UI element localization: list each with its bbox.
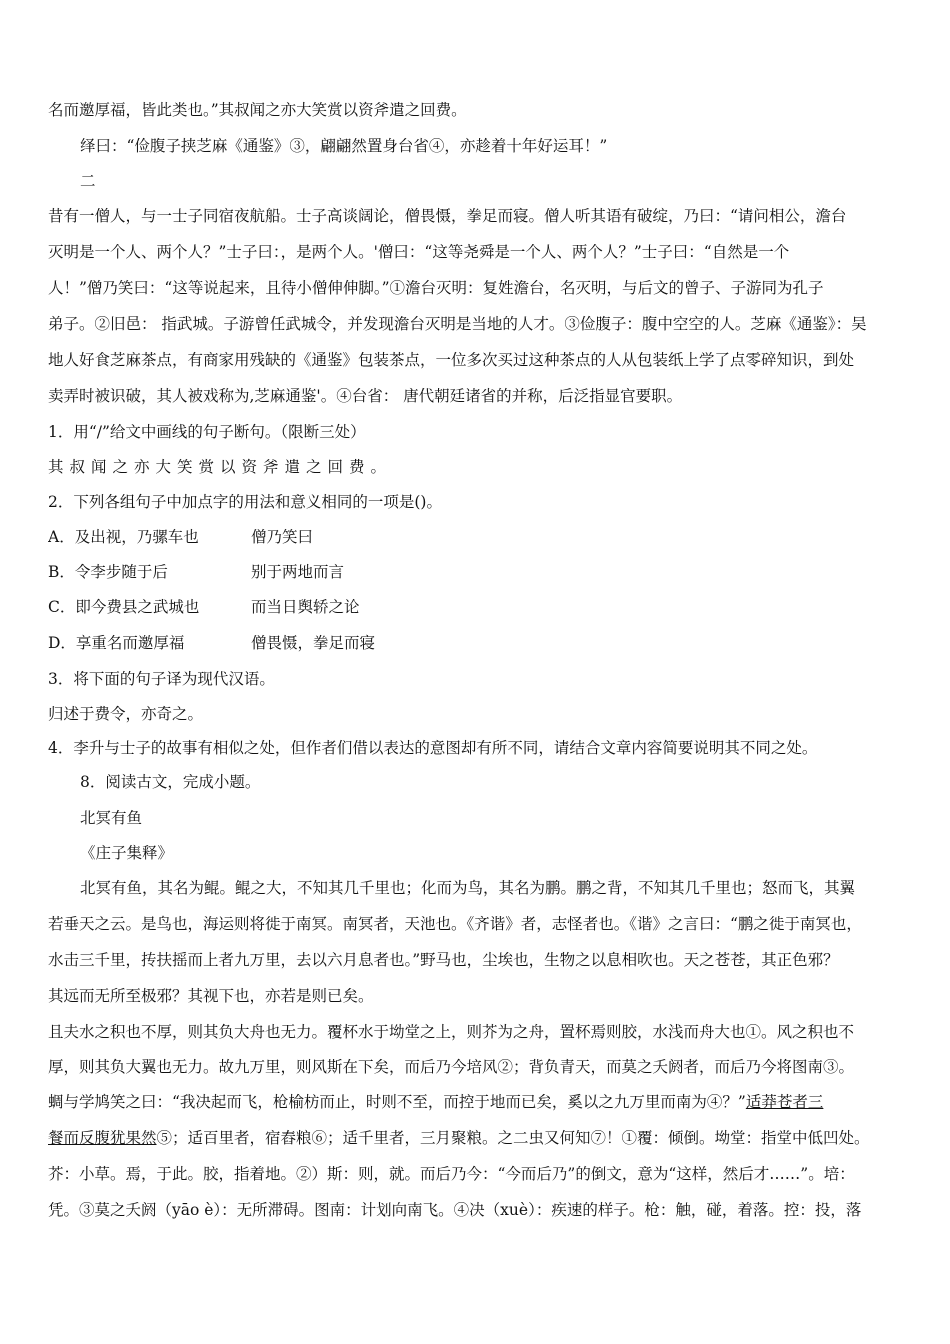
option-d (48, 633, 908, 653)
reading-prompt: 8．阅读古文，完成小题。 (80, 773, 261, 791)
text-segment: ⑤；适百里者，宿舂粮⑥；适千里者，三月聚粮。之二虫又何知⑦！①覆：倾倒。坳堂：指堂中低凹处。 (156, 1129, 870, 1147)
question-2: 2．下列各组句子中加点字的用法和意义相同的一项是()。 (48, 493, 442, 511)
text-line: 芥：小草。焉，于此。胶，指着地。②）斯：则，就。而后乃今：“今而后乃”的倒文，意为“这样，然后才……”。培： (48, 1165, 855, 1183)
option-b (48, 562, 908, 582)
text-line (48, 1128, 908, 1148)
underlined-sentence-cont: 餐而反腹犹果然 (48, 1129, 157, 1147)
question-1-sentence: 其叔闻之亦大笑赏以资斧遣之回费。 (48, 458, 393, 476)
text-segment: 蜩与学鸠笑之曰：“我决起而飞，枪榆枋而止，时则不至，而控于地而已矣，奚以之九万里而南为④？” (48, 1093, 746, 1111)
text-line: 厚，则其负大翼也无力。故九万里，则风斯在下矣，而后乃今培风②；背负青天，而莫之夭阏者，而后乃今将图南③。 (48, 1058, 855, 1076)
question-3-sentence: 归述于费令，亦奇之。 (48, 705, 204, 723)
text-line: 水击三千里，抟扶摇而上者九万里，去以六月息者也。”野马也，尘埃也，生物之以息相吹也。天之苍苍，其正色邪？ (48, 951, 839, 969)
option-b-left: B．令李步随于后 (48, 563, 168, 581)
option-b-right: 别于两地而言 (251, 563, 345, 581)
text-line: 人！”僧乃笑曰：“这等说起来，且待小僧伸伸脚。”①澹台灭明：复姓澹台，名灭明，与后文的曾子、子游同为孔子 (48, 279, 824, 297)
passage-source: 《庄子集释》 (80, 844, 174, 862)
text-line: 卖弄时被识破，其人被戏称为,芝麻通鉴'。④台省： 唐代朝廷诸省的并称，后泛指显官要职。 (48, 387, 683, 405)
text-line (48, 1092, 908, 1112)
text-line: 弟子。②旧邑： 指武城。子游曾任武城令，并发现澹台灭明是当地的人才。③俭腹子：腹中空空的人。芝麻《通鉴》：吴 (48, 315, 867, 333)
text-line: 若垂天之云。是鸟也，海运则将徙于南冥。南冥者，天池也。《齐谐》者，志怪者也。《谐》之言曰：“鹏之徙于南冥也， (48, 915, 862, 933)
option-a (48, 527, 908, 547)
option-c-right: 而当日舆轿之论 (251, 598, 360, 616)
text-line: 昔有一僧人，与一士子同宿夜航船。士子高谈阔论，僧畏慑，拳足而寝。僧人听其语有破绽，乃曰：“请问相公，澹台 (48, 207, 847, 225)
option-a-right: 僧乃笑曰 (251, 528, 314, 546)
text-line: 北冥有鱼，其名为鲲。鲲之大，不知其几千里也；化而为鸟，其名为鹏。鹏之背，不知其几千里也；怒而飞，其翼 (80, 879, 856, 897)
text-line: 绎曰：“俭腹子挟芝麻《通鉴》③，翩翩然置身台省④，亦趁着十年好运耳！” (80, 137, 608, 155)
text-line: 地人好食芝麻茶点，有商家用残缺的《通鉴》包装茶点，一位多次买过这种茶点的人从包装纸上学了点零碎知识，到处 (48, 351, 855, 369)
option-c-left: C．即今费县之武城也 (48, 598, 200, 616)
text-line: 名而邀厚福，皆此类也。”其叔闻之亦大笑赏以资斧遣之回费。 (48, 101, 467, 119)
text-line: 其远而无所至极邪？其视下也，亦若是则已矣。 (48, 987, 374, 1005)
text-line: 灭明是一个人、两个人？”士子曰：，是两个人。'僧曰：“这等尧舜是一个人、两个人？”士子曰：“自然是一个 (48, 243, 790, 261)
question-1: 1．用“/”给文中画线的句子断句。（限断三处） (48, 423, 366, 441)
text-line: 凭。③莫之夭阏（yāo è）：无所滞碍。图南：计划向南飞。④决（xuè）：疾速的样子。枪：触，碰，着落。控：投，落 (48, 1201, 862, 1219)
option-d-left: D．享重名而邀厚福 (48, 634, 185, 652)
underlined-sentence: 适莽苍者三 (745, 1093, 824, 1111)
option-c (48, 597, 908, 617)
question-3: 3．将下面的句子译为现代汉语。 (48, 670, 275, 688)
question-4: 4．李升与士子的故事有相似之处，但作者们借以表达的意图却有所不同，请结合文章内容简要说明其不同之处。 (48, 739, 818, 757)
text-line: 且夫水之积也不厚，则其负大舟也无力。覆杯水于坳堂之上，则芥为之舟，置杯焉则胶，水浅而舟大也①。风之积也不 (48, 1023, 855, 1041)
option-d-right: 僧畏慑，拳足而寝 (251, 634, 376, 652)
option-a-left: A．及出视，乃骡车也 (48, 528, 199, 546)
section-heading: 二 (80, 172, 96, 190)
passage-title: 北冥有鱼 (80, 809, 143, 827)
